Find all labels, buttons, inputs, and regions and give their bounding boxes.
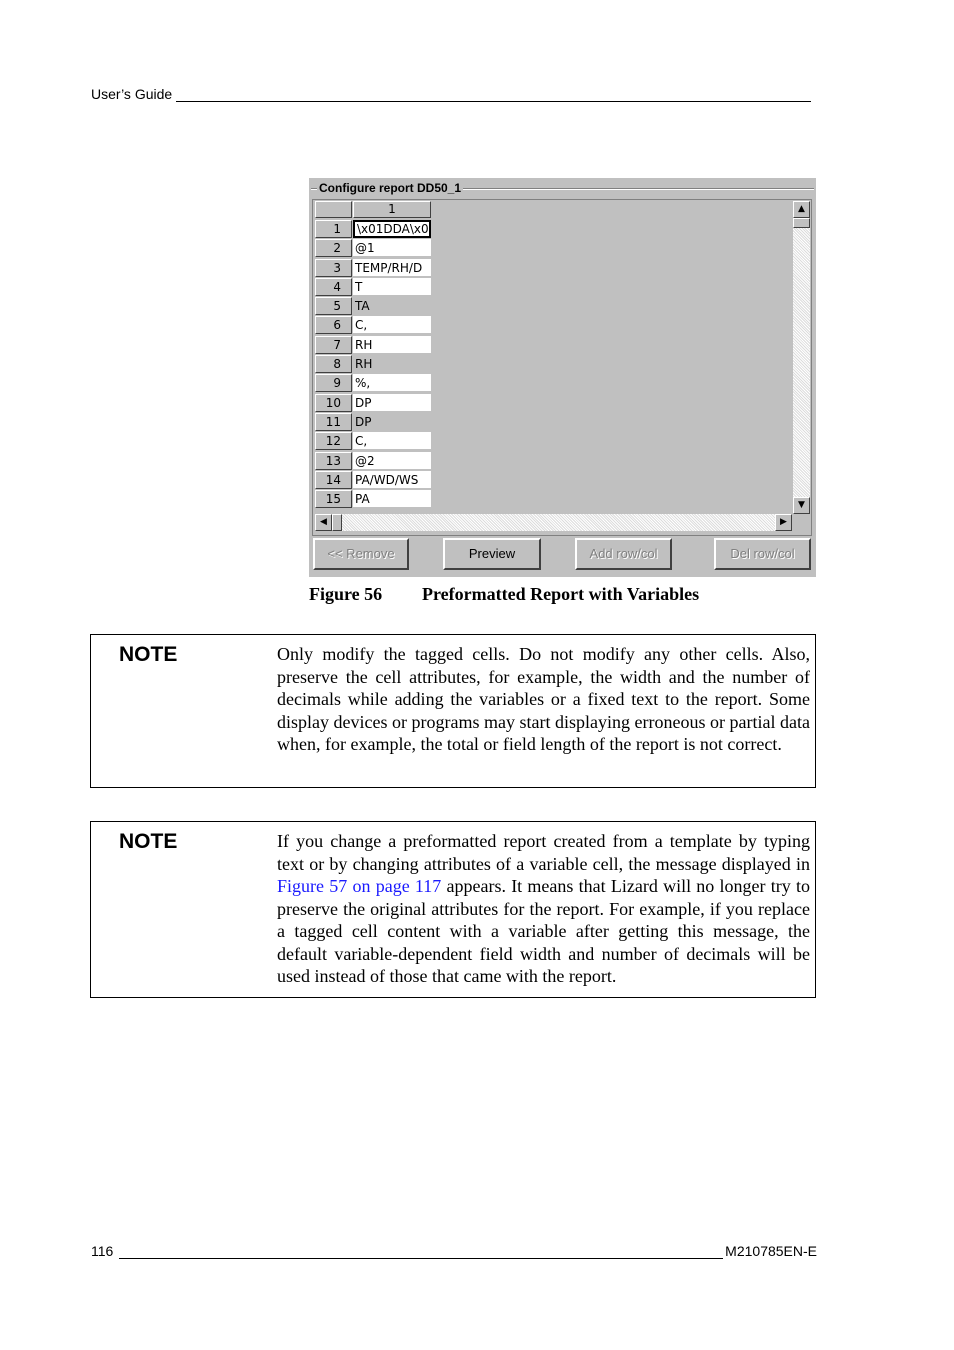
row-header[interactable]: 1 bbox=[315, 220, 352, 238]
table-row bbox=[315, 374, 432, 393]
document-code: M210785EN-E bbox=[725, 1243, 817, 1259]
figure-title: Preformatted Report with Variables bbox=[422, 584, 700, 604]
row-header[interactable]: 6 bbox=[315, 316, 352, 334]
tagged-cell[interactable]: RH bbox=[353, 355, 431, 373]
figure-number: Figure 56 bbox=[309, 584, 383, 604]
remove-button[interactable]: << Remove bbox=[313, 538, 409, 570]
table-row bbox=[315, 355, 432, 374]
grid-cell[interactable]: %, bbox=[353, 374, 431, 392]
page-header bbox=[91, 86, 811, 102]
row-header[interactable]: 5 bbox=[315, 297, 352, 315]
row-header[interactable]: 11 bbox=[315, 413, 352, 431]
grid-cell[interactable]: @1 bbox=[353, 239, 431, 257]
grid-cell[interactable]: DP bbox=[353, 394, 431, 412]
grid-cell[interactable]: C, bbox=[353, 432, 431, 450]
vertical-scroll-thumb[interactable] bbox=[793, 218, 810, 228]
page-number: 116 bbox=[91, 1243, 114, 1259]
table-row bbox=[315, 316, 432, 335]
footer-rule bbox=[119, 1245, 723, 1259]
table-row bbox=[315, 394, 432, 413]
add-row-col-button[interactable]: Add row/col bbox=[575, 538, 672, 570]
figure-57-link[interactable]: Figure 57 on page 117 bbox=[277, 876, 442, 896]
grid-cell[interactable]: RH bbox=[353, 336, 431, 354]
row-header[interactable]: 9 bbox=[315, 374, 352, 392]
grid-cell[interactable]: TEMP/RH/D bbox=[353, 259, 431, 277]
tagged-cell[interactable]: DP bbox=[353, 413, 431, 431]
table-row bbox=[315, 432, 432, 451]
page-footer bbox=[91, 1243, 817, 1259]
grid-cell[interactable]: PA/WD/WS bbox=[353, 471, 431, 489]
scroll-up-icon[interactable]: ▲ bbox=[793, 201, 810, 218]
row-header[interactable]: 8 bbox=[315, 355, 352, 373]
table-row bbox=[315, 278, 432, 297]
preview-button[interactable]: Preview bbox=[443, 538, 541, 570]
grid-cell[interactable]: @2 bbox=[353, 452, 431, 470]
tagged-cell[interactable]: TA bbox=[353, 297, 431, 315]
note-label: NOTE bbox=[119, 830, 178, 853]
header-title: User’s Guide bbox=[91, 86, 173, 102]
dialog-title: Configure report DD50_1 bbox=[319, 181, 462, 195]
grid-cell[interactable]: C, bbox=[353, 316, 431, 334]
configure-report-dialog bbox=[309, 178, 816, 577]
note-text bbox=[277, 830, 810, 988]
table-row bbox=[315, 471, 432, 490]
grid-cell[interactable]: T bbox=[353, 278, 431, 296]
row-header[interactable]: 4 bbox=[315, 278, 352, 296]
grid-rows bbox=[315, 220, 432, 514]
note-text-part: If you change a preformatted report created from a template by typing text or by changing attributes of a variable cell, the message displayed in bbox=[277, 831, 810, 874]
row-header[interactable]: 13 bbox=[315, 452, 352, 470]
horizontal-scrollbar[interactable] bbox=[315, 514, 792, 531]
grid-cell[interactable]: PA bbox=[353, 490, 431, 508]
header-rule bbox=[176, 88, 811, 102]
table-row bbox=[315, 239, 432, 258]
note-box-1 bbox=[90, 634, 816, 788]
scroll-left-icon[interactable]: ◀ bbox=[315, 514, 332, 531]
note-text: Only modify the tagged cells. Do not modify any other cells. Also, preserve the cell attributes, for example, the width and the number of decimals while adding the variables or a fixed text to the report. Some display devices or programs may start displaying erroneous or partial data when, for example, the total or field length of the report is not correct. bbox=[277, 644, 810, 754]
column-header[interactable]: 1 bbox=[353, 201, 431, 218]
scroll-down-icon[interactable]: ▼ bbox=[793, 497, 810, 514]
row-header[interactable]: 2 bbox=[315, 239, 352, 257]
table-row bbox=[315, 490, 432, 509]
note-text-part: appears. It means that Lizard will no longer try to preserve the original attributes for the report. For example, if you replace a tagged cell content with a variable after getting this message, the default variable-dependent field width and number of decimals will be used instead of those that came with the report. bbox=[277, 876, 810, 986]
table-row bbox=[315, 297, 432, 316]
row-header[interactable]: 14 bbox=[315, 471, 352, 489]
grid-corner-cell[interactable] bbox=[315, 201, 352, 218]
row-header[interactable]: 10 bbox=[315, 394, 352, 412]
note-box-2 bbox=[90, 821, 816, 998]
figure-caption bbox=[309, 584, 699, 605]
row-header[interactable]: 12 bbox=[315, 432, 352, 450]
table-row bbox=[315, 452, 432, 471]
scroll-right-icon[interactable]: ▶ bbox=[775, 514, 792, 531]
row-header[interactable]: 7 bbox=[315, 336, 352, 354]
report-grid[interactable] bbox=[312, 199, 812, 536]
table-row bbox=[315, 336, 432, 355]
del-row-col-button[interactable]: Del row/col bbox=[714, 538, 811, 570]
table-row bbox=[315, 220, 432, 239]
row-header[interactable]: 3 bbox=[315, 259, 352, 277]
note-label: NOTE bbox=[119, 643, 178, 666]
row-header[interactable]: 15 bbox=[315, 490, 352, 508]
table-row bbox=[315, 413, 432, 432]
vertical-scrollbar[interactable] bbox=[793, 201, 810, 514]
horizontal-scroll-thumb[interactable] bbox=[332, 514, 342, 531]
grid-cell[interactable]: \x01DDA\x0 bbox=[353, 220, 431, 238]
table-row bbox=[315, 259, 432, 278]
